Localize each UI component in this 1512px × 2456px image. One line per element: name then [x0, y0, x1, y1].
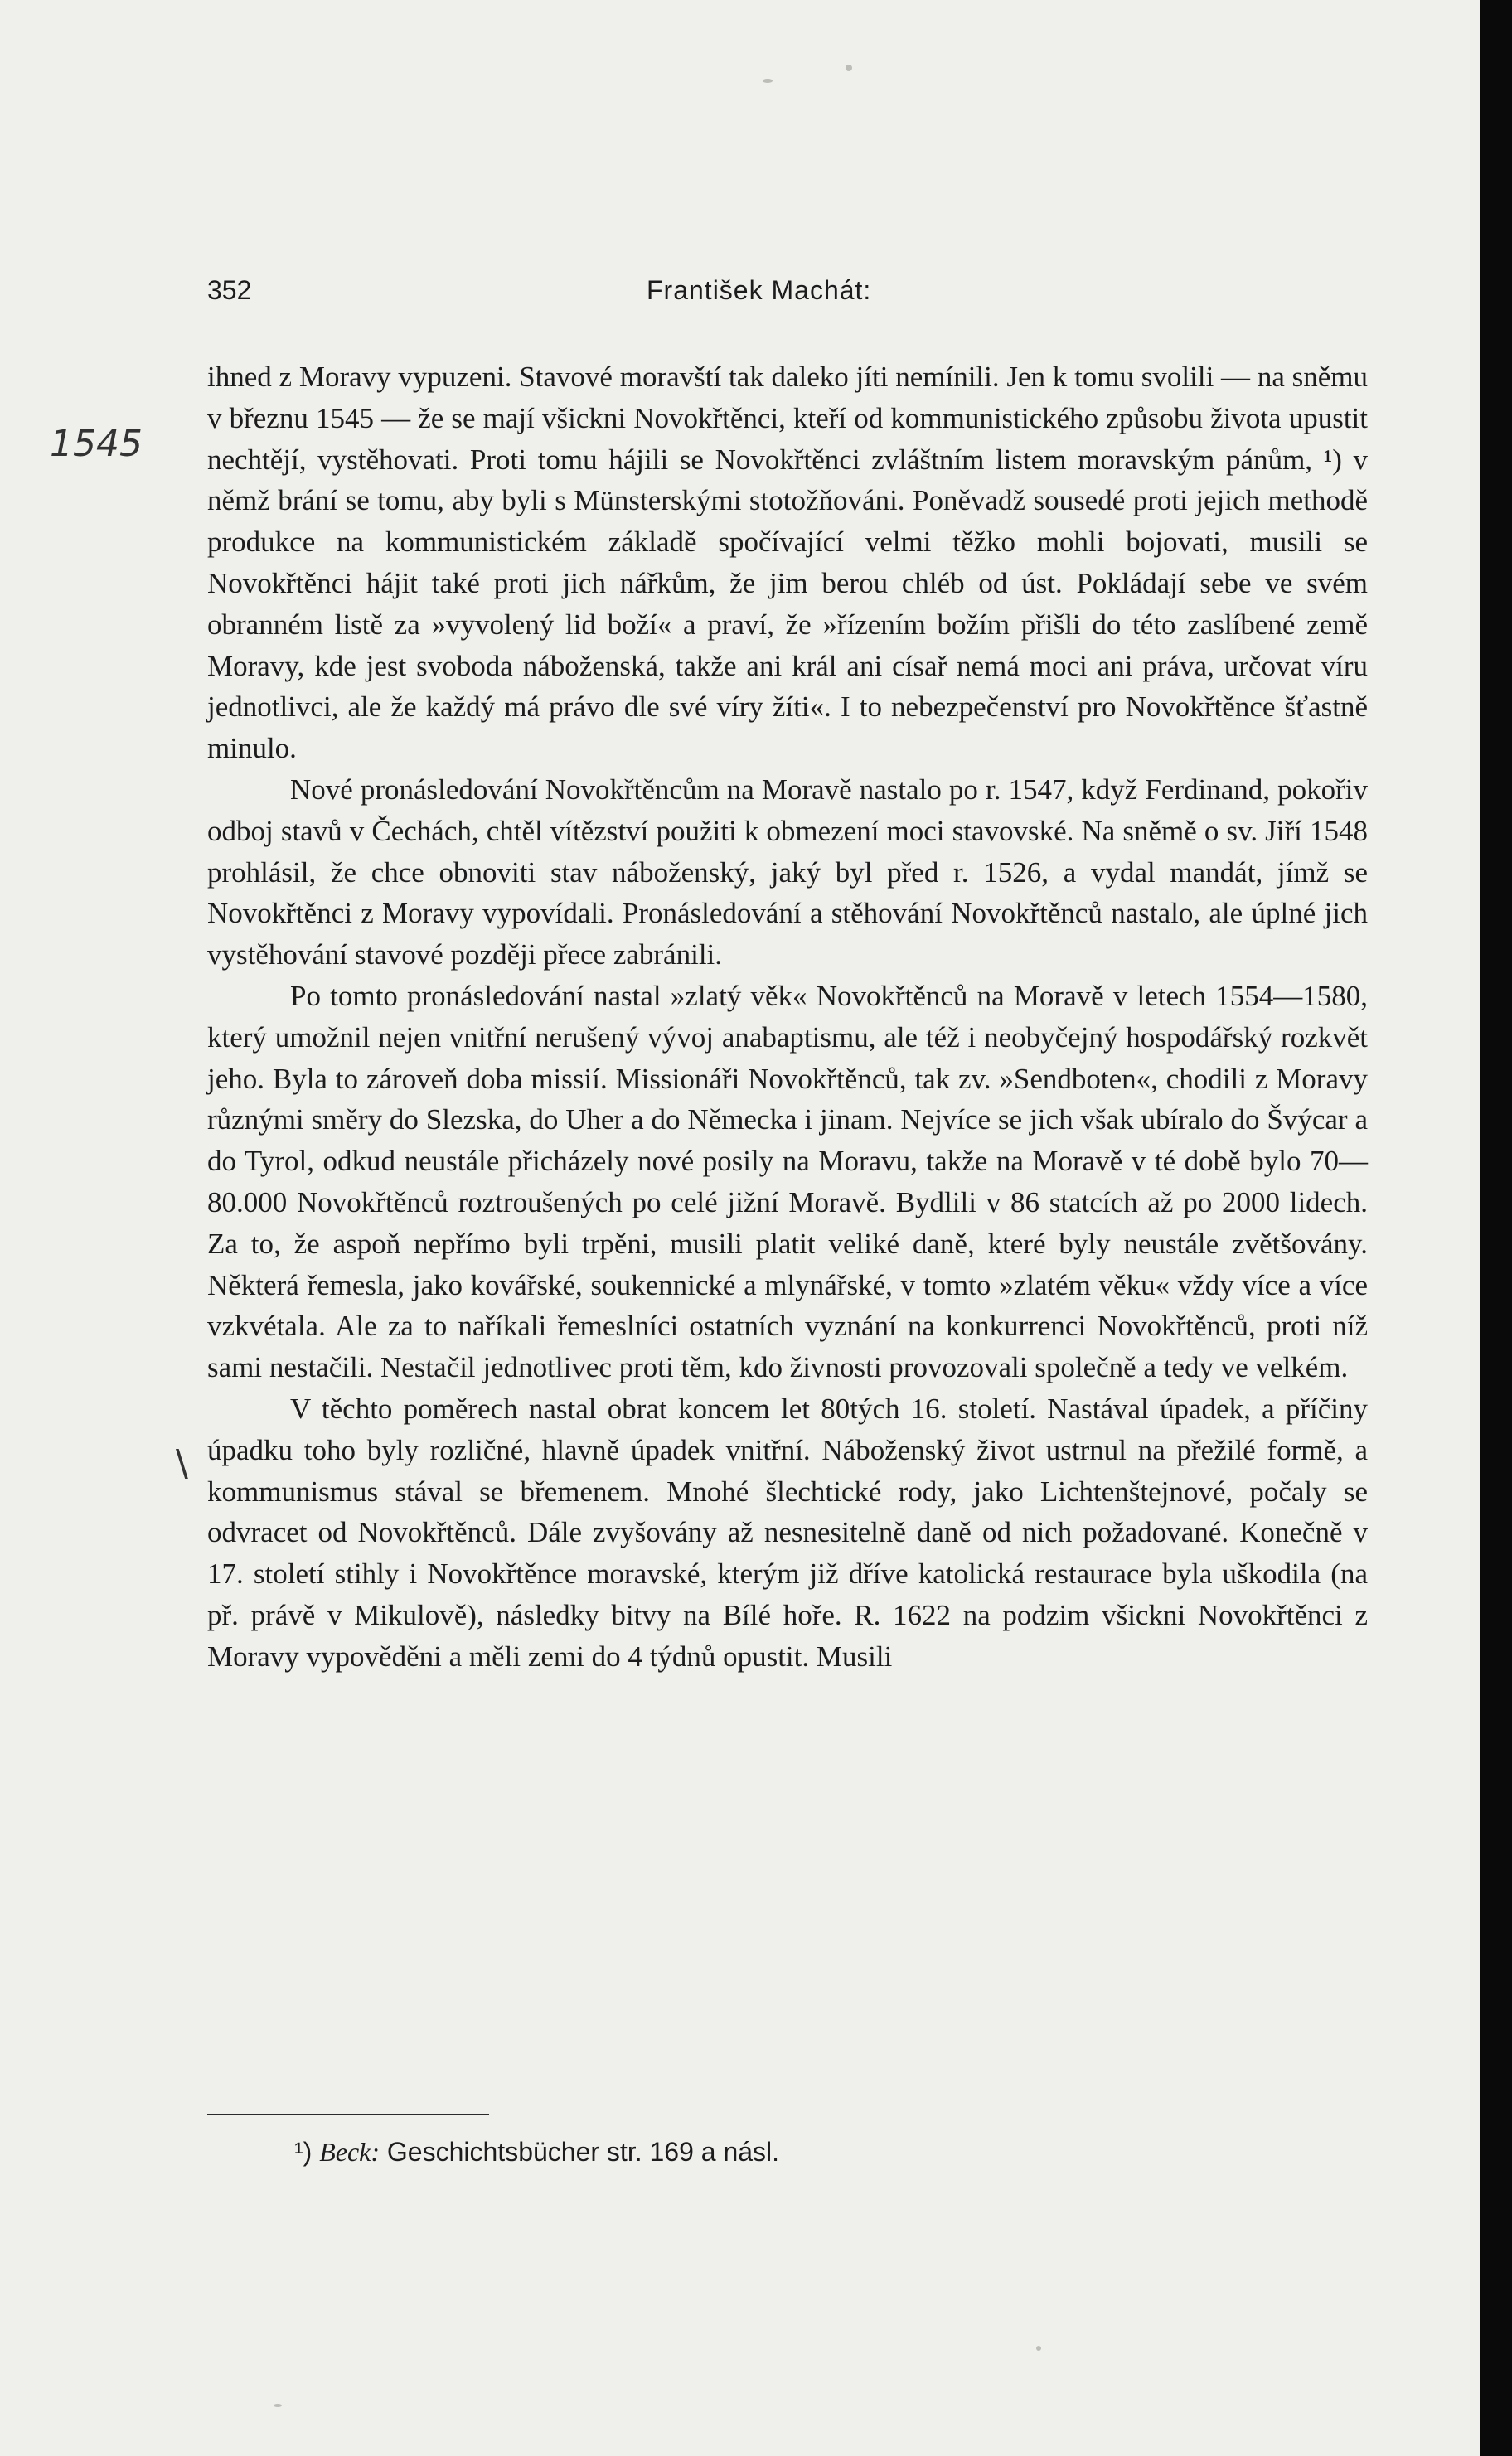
paragraph-2: Nové pronásledování Novokřtěncům na Moravě nastalo po r. 1547, když Ferdinand, pokořiv odboj stavů v Čechách, chtěl vítězství použiti k obmezení moci stavovské. Na sněmě o sv. Jiří 1548 prohlásil, že chce obnoviti stav náboženský, jaký byl před r. 1526, a vydal mandát, jímž se Novokřtěnci z Moravy vypovídali. Pronásledování a stěhování Novokřtěnců nastalo, ale úplné jich vystěhování stavové později přece zabránili.	[207, 773, 1368, 971]
paper-speck	[846, 65, 852, 71]
paper-speck	[763, 79, 773, 83]
paragraph-4: V těchto poměrech nastal obrat koncem let 80tých 16. století. Nastával úpadek, a příčiny úpadku toho byly rozličné, hlavně úpadek vnitřní. Náboženský život ustrnul na přežilé formě, a kommunismus stával se břemenem. Mnohé šlechtické rody, jako Lichtenštejnové, počaly se odvracet od Novokřtěnců. Dále zvyšovány až nesnesitelně daně od nich požadované. Konečně v 17. století stihly i Novokřtěnce moravské, kterým již dříve katolická restaurace byla uškodila (na př. právě v Mikulově), následky bitvy na Bílé hoře. R. 1622 na podzim všickni Novokřtěnci z Moravy vypověděni a měli zemi do 4 týdnů opustit. Musili	[207, 1392, 1368, 1673]
running-head: František Machát:	[647, 275, 872, 305]
footnote-marker: ¹)	[294, 2137, 313, 2167]
footnote-text: Geschichtsbücher str. 169 a násl.	[386, 2137, 780, 2167]
paper-speck	[1036, 2346, 1041, 2351]
page-header	[207, 275, 1368, 317]
paragraph-1: ihned z Moravy vypuzeni. Stavové moravští tak daleko jíti nemínili. Jen k tomu svolili — na sněmu v březnu 1545 — že se mají všickni Novokřtěnci, kteří od kommunistického způsobu života upustit nechtějí, vystěhovati. Proti tomu hájili se Novokřtěnci zvláštním listem moravským pánům, ¹) v němž brání se tomu, aby byli s Münsterskými stotožňováni. Poněvadž sousedé proti jejich methodě produkce na kommunistickém základě spočívající velmi těžko mohli bojovati, musili se Novokřtěnci hájit také proti jich nářkům, že jim berou chléb od úst. Pokládají sebe ve svém obranném listě za »vyvolený lid boží« a praví, že »řízením božím přišli do této zaslíbené země Moravy, kde jest svoboda náboženská, takže ani král ani císař nemá moci ani práva, určovat víru jednotlivci, ale že každý má právo dle své víry žíti«. I to nebezpečenství pro Novokřtěnce šťastně minulo.	[207, 361, 1368, 765]
footnote-author: Beck:	[319, 2137, 380, 2167]
handwritten-margin-mark: \	[176, 1442, 188, 1485]
footnote-divider	[207, 2114, 489, 2115]
footnote	[294, 2137, 1289, 2168]
paper-speck	[274, 2404, 282, 2407]
body-text	[207, 356, 1368, 1678]
page-number: 352	[207, 275, 252, 305]
handwritten-margin-note: 1545	[50, 423, 143, 465]
paragraph-3: Po tomto pronásledování nastal »zlatý věk« Novokřtěnců na Moravě v letech 1554—1580, který umožnil nejen vnitřní nerušený vývoj anabaptismu, ale též i neobyčejný hospodářský rozkvět jeho. Byla to zároveň doba missií. Missionáři Novokřtěnců, tak zv. »Sendboten«, chodili z Moravy různými směry do Slezska, do Uher a do Německa i jinam. Nejvíce se jich však ubíralo do Švýcar a do Tyrol, odkud neustále přicházely nové posily na Moravu, takže na Moravě v té době bylo 70—80.000 Novokřtěnců roztroušených po celé jižní Moravě. Bydlili v 86 statcích až po 2000 lidech. Za to, že aspoň nepřímo byli trpěni, musili platit veliké daně, které byly neustále zvětšovány. Některá řemesla, jako kovářské, soukennické a mlynářské, v tomto »zlatém věku« vždy více a více vzkvétala. Ale za to naříkali řemeslníci ostatních vyznání na konkurrenci Novokřtěnců, proti níž sami nestačili. Nestačil jednotlivec proti těm, kdo živnosti provozovali společně a tedy ve velkém.	[207, 979, 1368, 1384]
